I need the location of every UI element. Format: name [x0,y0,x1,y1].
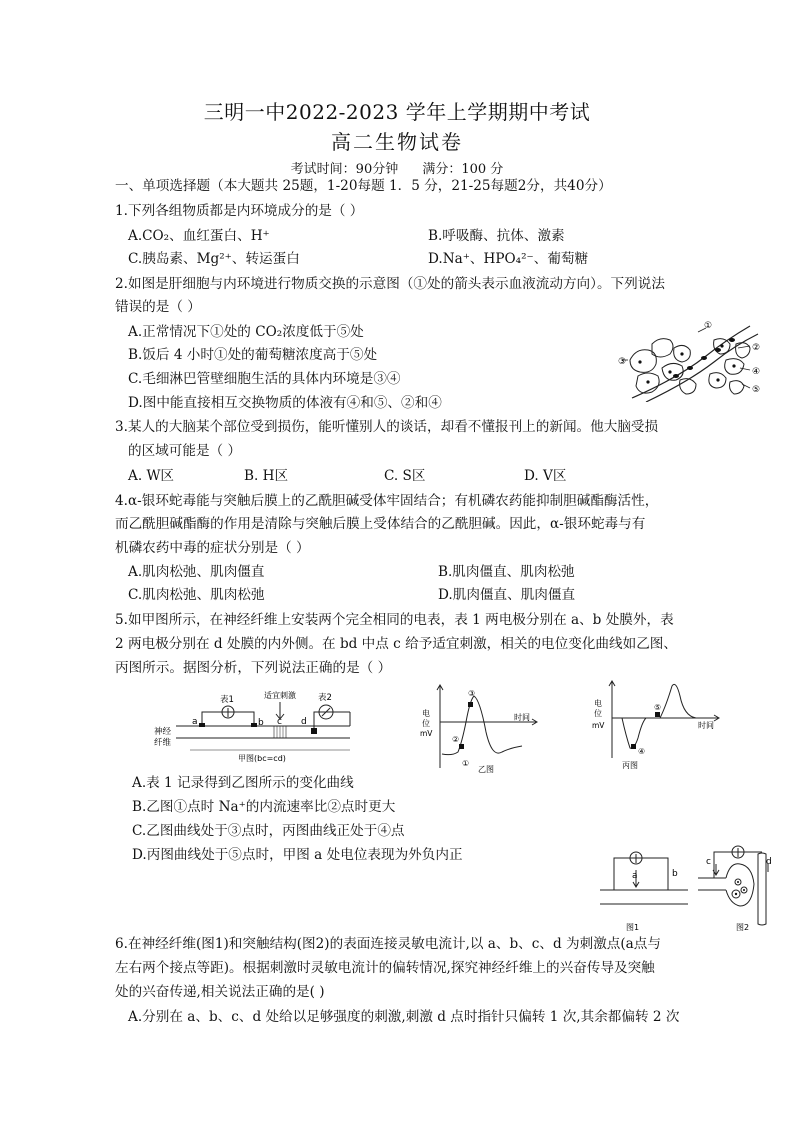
yi-ylabel-3: mV [420,729,433,738]
q4-stem-line2: 而乙酰胆碱酯酶的作用是清除与突触后膜上受体结合的乙酰胆碱。因此，α-银环蛇毒与有 [115,516,646,532]
q1-stem: 1.下列各组物质都是内环境成分的是（ ） [115,203,364,219]
q6-fig2-c: c [706,857,711,867]
liver-cell-figure [618,318,770,402]
q6-fig2-caption: 图2 [736,923,750,932]
figure-jia [150,688,356,768]
exam-title: 三明一中2022-2023 学年上学期期中考试 [203,100,591,124]
q2-option-c: C.毛细淋巴管壁细胞生活的具体内环境是③④ [128,371,401,387]
meter2-label: 表2 [318,693,332,703]
bing-point-4: ④ [638,747,646,756]
q6-fig1-caption: 图1 [626,923,640,932]
q4-option-c: C.肌肉松弛、肌肉松弛 [128,587,265,603]
full-score: 满分：100 分 [422,162,504,177]
bing-point-5: ⑤ [654,703,662,712]
q2-stem-line2: 错误的是（ ） [115,299,201,315]
fig-label-2: ② [752,343,761,353]
q4-stem-line1: 4.α-银环蛇毒能与突触后膜上的乙酰胆碱受体牢固结合；有机磷农药能抑制胆碱酯酶活性， [115,493,659,509]
jia-caption: 甲图(bc=cd) [238,754,286,763]
yi-ylabel-1: 电 [422,709,430,718]
q2-option-a: A.正常情况下①处的 CO₂浓度低于⑤处 [128,324,364,340]
q6-stem-line3: 处的兴奋传递,相关说法正确的是( ) [115,984,325,1000]
stim-label: 适宜刺激 [264,691,296,700]
q5-option-d: D.丙图曲线处于⑤点时，甲图 a 处电位表现为外负内正 [132,847,463,863]
yi-xlabel: 时间 [514,713,530,722]
q5-stem-line1: 5.如甲图所示，在神经纤维上安装两个完全相同的电表，表 1 两电极分别在 a、b 处膜外，表 [115,612,674,628]
q1-option-d: D.Na⁺、HPO₄²⁻、葡萄糖 [428,251,589,267]
exam-subtitle: 高二生物试卷 [331,130,463,154]
fiber-label-2: 纤维 [154,738,172,748]
q6-fig2-d: d [766,857,772,867]
point-a-label: a [192,717,198,727]
q3-stem-line1: 3.某人的大脑某个部位受到损伤，能听懂别人的谈话，却看不懂报刊上的新闻。他大脑受损 [115,419,659,435]
exam-time: 考试时间：90分钟 [290,162,399,177]
meter1-label: 表1 [220,695,234,705]
yi-point-3: ③ [468,689,476,698]
q6-stem-line2: 左右两个接点等距)。根据刺激时灵敏电流计的偏转情况,探究神经纤维上的兴奋传导及突触 [115,960,655,976]
q4-option-a: A.肌肉松弛、肌肉僵直 [128,564,265,580]
q6-stem-line1: 6.在神经纤维(图1)和突触结构(图2)的表面连接灵敏电流计,以 a、b、c、d 为刺激点(a点与 [115,936,661,952]
fig-label-3: ③ [618,357,627,367]
figure-q6-2 [696,840,786,934]
exam-meta [0,158,794,177]
q1-option-c: C.胰岛素、Mg²⁺、转运蛋白 [128,251,300,267]
bing-ylabel-3: mV [592,721,605,730]
fig-label-1: ① [704,321,713,331]
q2-option-d: D.图中能直接相互交换物质的体液有④和⑤、②和④ [128,395,442,411]
q2-option-b: B.饭后 4 小时①处的葡萄糖浓度高于⑤处 [128,347,378,363]
yi-caption: 乙图 [478,765,494,774]
q5-option-b: B.乙图①点时 Na⁺的内流速率比②点时更大 [132,799,396,815]
q1-option-a: A.CO₂、血红蛋白、H⁺ [128,228,270,244]
bing-ylabel-1: 电 [594,699,602,708]
q5-option-a: A.表 1 记录得到乙图所示的变化曲线 [132,775,354,791]
bing-caption: 丙图 [622,761,638,770]
q6-option-a: A.分别在 a、b、c、d 处给以足够强度的刺激,刺激 d 点时指针只偏转 1 次,其余都偏转 2 次 [128,1009,680,1025]
q6-fig1-a: a [632,871,638,881]
yi-ylabel-2: 位 [422,719,430,728]
q4-option-d: D.肌肉僵直、肌肉僵直 [438,587,576,603]
q2-stem-line1: 2.如图是肝细胞与内环境进行物质交换的示意图（①处的箭头表示血液流动方向）。下列说法 [115,276,665,292]
yi-point-2: ② [452,735,460,744]
q5-option-c: C.乙图曲线处于③点时，丙图曲线正处于④点 [132,823,405,839]
bing-xlabel: 时间 [698,721,714,730]
q5-stem-line2: 2 两电极分别在 d 处膜的内外侧。在 bd 中点 c 给予适宜刺激，相关的电位变化曲线如乙图、 [115,636,677,652]
q1-option-b: B.呼吸酶、抗体、激素 [428,228,565,244]
q4-stem-line3: 机磷农药中毒的症状分别是（ ） [115,540,310,556]
q6-fig1-b: b [672,869,678,879]
q3-option-b: B. H区 [244,468,289,484]
figure-bing [588,676,724,770]
figure-yi [418,682,544,776]
q3-option-a: A. W区 [128,468,175,484]
section-heading: 一、单项选择题（本大题共 25题，1-20每题 1．5 分，21-25每题2分，共40分） [115,178,612,194]
point-d-label: d [301,717,307,727]
fig-label-5: ⑤ [752,385,761,395]
bing-ylabel-2: 位 [594,709,602,718]
point-c-label: c [277,717,282,727]
yi-point-1: ① [462,759,470,768]
q3-option-d: D. V区 [524,468,567,484]
figure-q6-1 [598,850,690,934]
q3-stem-line2: 的区域可能是（ ） [128,443,242,459]
fiber-label-1: 神经 [154,727,172,737]
fig-label-4: ④ [752,367,761,377]
q5-stem-line3: 丙图所示。据图分析，下列说法正确的是（ ） [115,660,392,676]
q3-option-c: C. S区 [384,468,426,484]
point-b-label: b [258,718,264,728]
q4-option-b: B.肌肉僵直、肌肉松弛 [438,564,575,580]
